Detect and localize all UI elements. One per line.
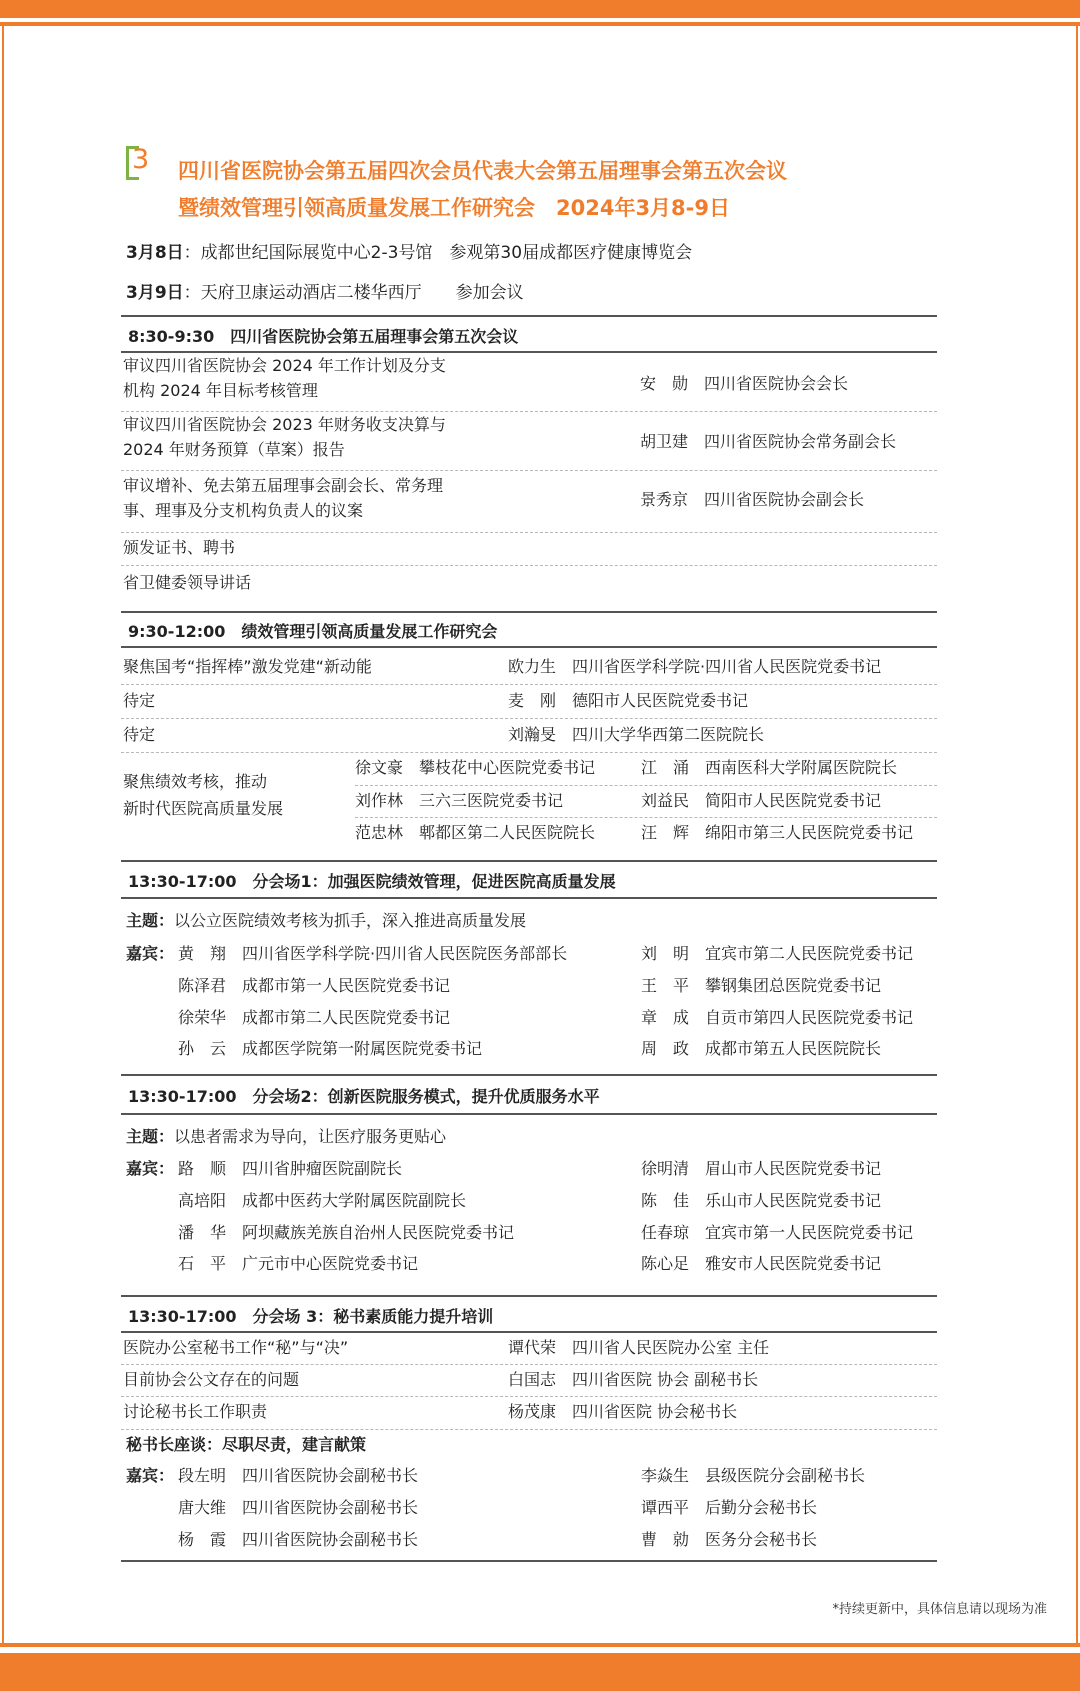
panelist: 汪 辉 绵阳市第三人民医院党委书记 (641, 823, 914, 842)
row-divider (121, 470, 937, 471)
row-divider (121, 1396, 937, 1397)
section-rule (121, 315, 937, 317)
guests-label: 嘉宾： (126, 1466, 175, 1485)
section-number: 3 (132, 144, 150, 175)
row-divider (121, 532, 937, 533)
guest: 徐明清 眉山市人民医院党委书记 (641, 1159, 882, 1178)
session-header-2: 9:30-12:00 绩效管理引领高质量发展工作研究会 (128, 622, 498, 641)
guest: 章 成 自贡市第四人民医院党委书记 (641, 1008, 914, 1027)
intro-date: 3月8日 (126, 243, 184, 263)
guest: 段左明 四川省医院协会副秘书长 (178, 1466, 419, 1485)
intro-day1: 3月8日：成都世纪国际展览中心2-3号馆 参观第30届成都医疗健康博览会 (126, 243, 693, 263)
speaker: 胡卫建 四川省医院协会常务副会长 (640, 432, 897, 451)
footnote: *持续更新中，具体信息请以现场为准 (832, 1602, 1047, 1617)
row-divider (121, 565, 937, 566)
agenda-item-cont: 事、理事及分支机构负责人的议案 (123, 501, 364, 520)
intro-text: 成都世纪国际展览中心2-3号馆 参观第30届成都医疗健康博览会 (200, 243, 693, 263)
agenda-item: 审议增补、免去第五届理事会副会长、常务理 (123, 476, 444, 495)
guest: 潘 华 阿坝藏族羌族自治州人民医院党委书记 (178, 1223, 515, 1242)
agenda-item: 目前协会公文存在的问题 (123, 1370, 300, 1389)
session-header-1: 8:30-9:30 四川省医院协会第五届理事会第五次会议 (128, 327, 519, 346)
bottom-orange-bar (0, 1653, 1080, 1691)
row-divider (121, 752, 937, 753)
section-rule (121, 646, 937, 648)
panelist: 徐文豪 攀枝花中心医院党委书记 (355, 758, 596, 777)
guest: 高培阳 成都中医药大学附属医院副院长 (178, 1191, 467, 1210)
agenda-item: 审议四川省医院协会 2023 年财务收支决算与 (123, 415, 446, 434)
section-rule (121, 1295, 937, 1297)
section-rule (121, 1331, 937, 1333)
panelist: 范忠林 郫都区第二人民医院院长 (355, 823, 596, 842)
row-divider (121, 718, 937, 719)
agenda-item: 待定 (123, 691, 156, 710)
section-rule (121, 611, 937, 613)
top-orange-stripe (0, 22, 1080, 26)
agenda-item-cont: 2024 年财务预算（草案）报告 (123, 440, 345, 459)
section-rule (121, 860, 937, 862)
session-header-4: 13:30-17:00 分会场2：创新医院服务模式，提升优质服务水平 (128, 1087, 600, 1106)
row-divider (121, 684, 937, 685)
panelist: 刘益民 简阳市人民医院党委书记 (641, 791, 882, 810)
section-rule (121, 1560, 937, 1562)
guest: 李焱生 县级医院分会副秘书长 (641, 1466, 866, 1485)
page-title-line1: 四川省医院协会第五届四次会员代表大会第五届理事会第五次会议 (178, 159, 787, 183)
bottom-orange-stripe (0, 1643, 1080, 1647)
section-rule (121, 1113, 937, 1115)
row-divider (121, 411, 937, 412)
guests-label: 嘉宾： (126, 944, 175, 963)
forum-title: 秘书长座谈：尽职尽责，建言献策 (126, 1435, 367, 1454)
guest: 周 政 成都市第五人民医院院长 (641, 1039, 882, 1058)
guest: 杨 霞 四川省医院协会副秘书长 (178, 1530, 419, 1549)
guest: 陈心足 雅安市人民医院党委书记 (641, 1254, 882, 1273)
guest: 石 平 广元市中心医院党委书记 (178, 1254, 419, 1273)
guest: 任春琼 宜宾市第一人民医院党委书记 (641, 1223, 914, 1242)
agenda-item: 聚焦国考“指挥棒”激发党建“新动能 (123, 657, 372, 676)
row-divider (355, 817, 937, 818)
speaker: 谭代荣 四川省人民医院办公室 主任 (508, 1338, 770, 1357)
guest: 王 平 攀钢集团总医院党委书记 (641, 976, 882, 995)
row-divider (121, 1429, 937, 1430)
agenda-item: 颁发证书、聘书 (123, 538, 236, 557)
intro-text: 天府卫康运动酒店二楼华西厅 参加会议 (200, 283, 524, 303)
right-border (1076, 26, 1078, 1643)
top-orange-bar (0, 0, 1080, 18)
section-rule (121, 897, 937, 899)
panelist: 刘作林 三六三医院党委书记 (355, 791, 564, 810)
left-border (2, 26, 4, 1643)
speaker: 景秀京 四川省医院协会副会长 (640, 490, 865, 509)
page-title-line2: 暨绩效管理引领高质量发展工作研究会 2024年3月8-9日 (178, 196, 730, 220)
speaker: 刘瀚旻 四川大学华西第二医院院长 (508, 725, 765, 744)
guest: 陈泽君 成都市第一人民医院党委书记 (178, 976, 451, 995)
panelist: 江 涌 西南医科大学附属医院院长 (641, 758, 898, 777)
guest: 刘 明 宜宾市第二人民医院党委书记 (641, 944, 914, 963)
panel-topic: 新时代医院高质量发展 (123, 799, 284, 818)
guest: 曹 勍 医务分会秘书长 (641, 1530, 818, 1549)
session-header-5: 13:30-17:00 分会场 3：秘书素质能力提升培训 (128, 1307, 494, 1326)
speaker: 杨茂康 四川省医院 协会秘书长 (508, 1402, 738, 1421)
guest: 谭西平 后勤分会秘书长 (641, 1498, 818, 1517)
panel-topic: 聚焦绩效考核，推动 (123, 772, 268, 791)
guests-label: 嘉宾： (126, 1159, 175, 1178)
section-rule (121, 1074, 937, 1076)
guest: 孙 云 成都医学院第一附属医院党委书记 (178, 1039, 483, 1058)
theme-row: 主题：以患者需求为导向，让医疗服务更贴心 (126, 1127, 447, 1146)
agenda-item-cont: 机构 2024 年目标考核管理 (123, 381, 318, 400)
speaker: 欧力生 四川省医学科学院·四川省人民医院党委书记 (508, 657, 882, 676)
session-header-3: 13:30-17:00 分会场1：加强医院绩效管理，促进医院高质量发展 (128, 872, 616, 891)
agenda-item: 待定 (123, 725, 156, 744)
guest: 路 顺 四川省肿瘤医院副院长 (178, 1159, 403, 1178)
agenda-item: 审议四川省医院协会 2024 年工作计划及分支 (123, 356, 446, 375)
intro-date: 3月9日 (126, 283, 184, 303)
theme-row: 主题：以公立医院绩效考核为抓手，深入推进高质量发展 (126, 911, 527, 930)
section-number-badge (126, 146, 154, 176)
guest: 唐大维 四川省医院协会副秘书长 (178, 1498, 419, 1517)
speaker: 白国志 四川省医院 协会 副秘书长 (508, 1370, 759, 1389)
speaker: 麦 刚 德阳市人民医院党委书记 (508, 691, 749, 710)
guest: 徐荣华 成都市第二人民医院党委书记 (178, 1008, 451, 1027)
row-divider (121, 1364, 937, 1365)
agenda-item: 医院办公室秘书工作“秘”与“决” (123, 1338, 349, 1357)
intro-day2: 3月9日：天府卫康运动酒店二楼华西厅 参加会议 (126, 283, 524, 303)
row-divider (355, 785, 937, 786)
section-rule (121, 351, 937, 353)
guest: 黄 翔 四川省医学科学院·四川省人民医院医务部部长 (178, 944, 568, 963)
agenda-item: 讨论秘书长工作职责 (123, 1402, 268, 1421)
speaker: 安 勋 四川省医院协会会长 (640, 374, 849, 393)
agenda-item: 省卫健委领导讲话 (123, 573, 252, 592)
guest: 陈 佳 乐山市人民医院党委书记 (641, 1191, 882, 1210)
